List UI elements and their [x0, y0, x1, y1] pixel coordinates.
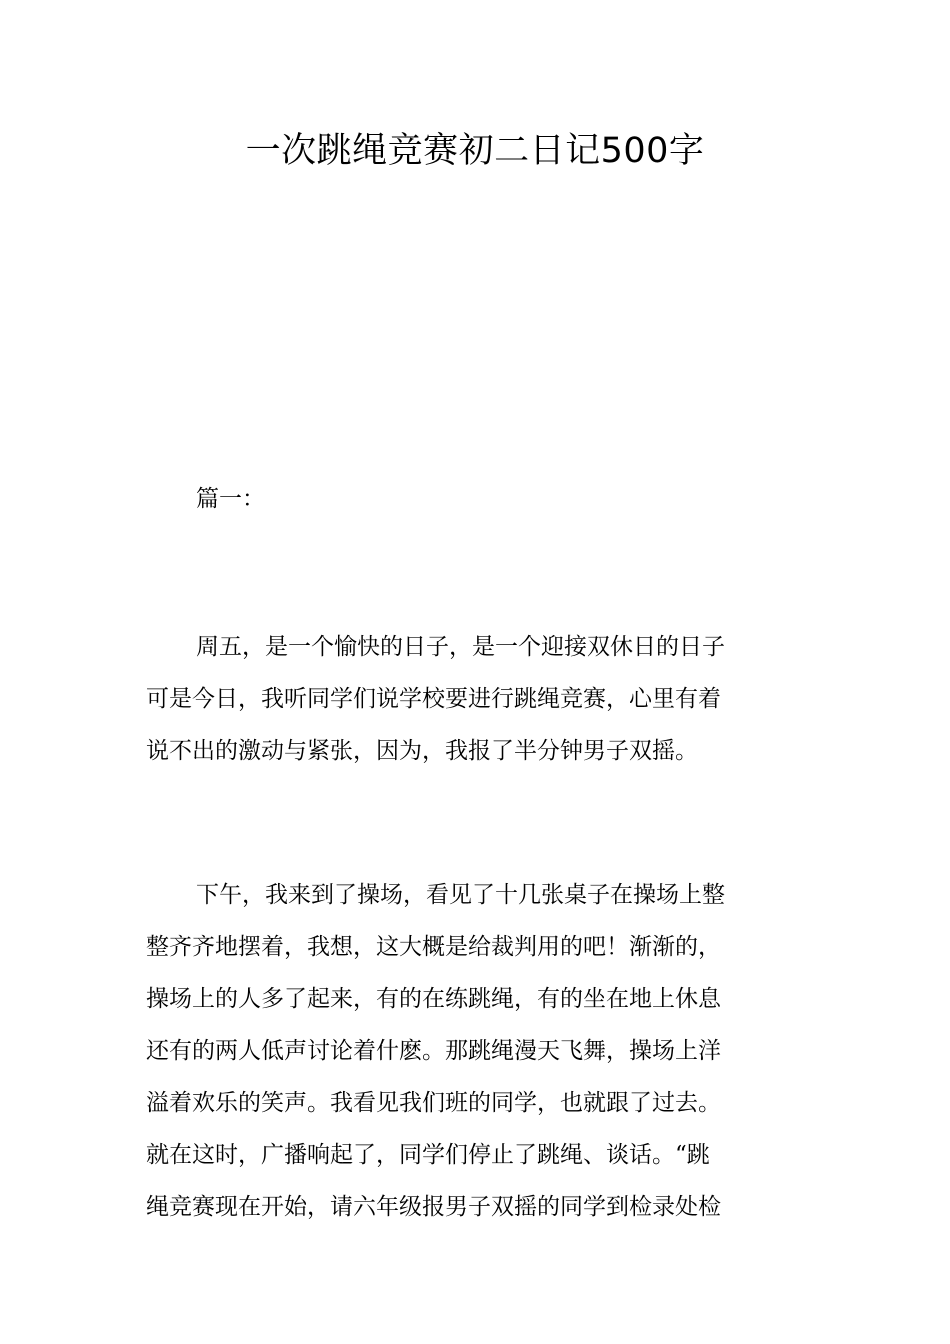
paragraph-line: 就在这时，广播响起了，同学们停止了跳绳、谈话。“跳: [146, 1142, 710, 1168]
paragraph-1: [146, 628, 816, 784]
paragraph-line: 可是今日，我听同学们说学校要进行跳绳竞赛，心里有着: [146, 686, 721, 712]
paragraph-line: 操场上的人多了起来，有的在练跳绳，有的坐在地上休息: [146, 986, 721, 1012]
paragraph-line: 溢着欢乐的笑声。我看见我们班的同学，也就跟了过去。: [146, 1090, 721, 1116]
paragraph-line: 周五，是一个愉快的日子，是一个迎接双休日的日子: [196, 634, 725, 660]
paragraph-line: 说不出的激动与紧张，因为，我报了半分钟男子双摇。: [146, 738, 698, 764]
paragraph-line: 还有的两人低声讨论着什麽。那跳绳漫天飞舞，操场上洋: [146, 1038, 721, 1064]
paragraph-line: 绳竞赛现在开始，请六年级报男子双摇的同学到检录处检: [146, 1194, 721, 1220]
paragraph-2: [146, 876, 816, 1240]
paragraph-line: 整齐齐地摆着，我想，这大概是给裁判用的吧！渐渐的，: [146, 934, 721, 960]
page-title: 一次跳绳竞赛初二日记500字: [245, 131, 705, 171]
section-heading: 篇一：: [196, 486, 265, 512]
paragraph-line: 下午，我来到了操场，看见了十几张桌子在操场上整: [196, 882, 725, 908]
